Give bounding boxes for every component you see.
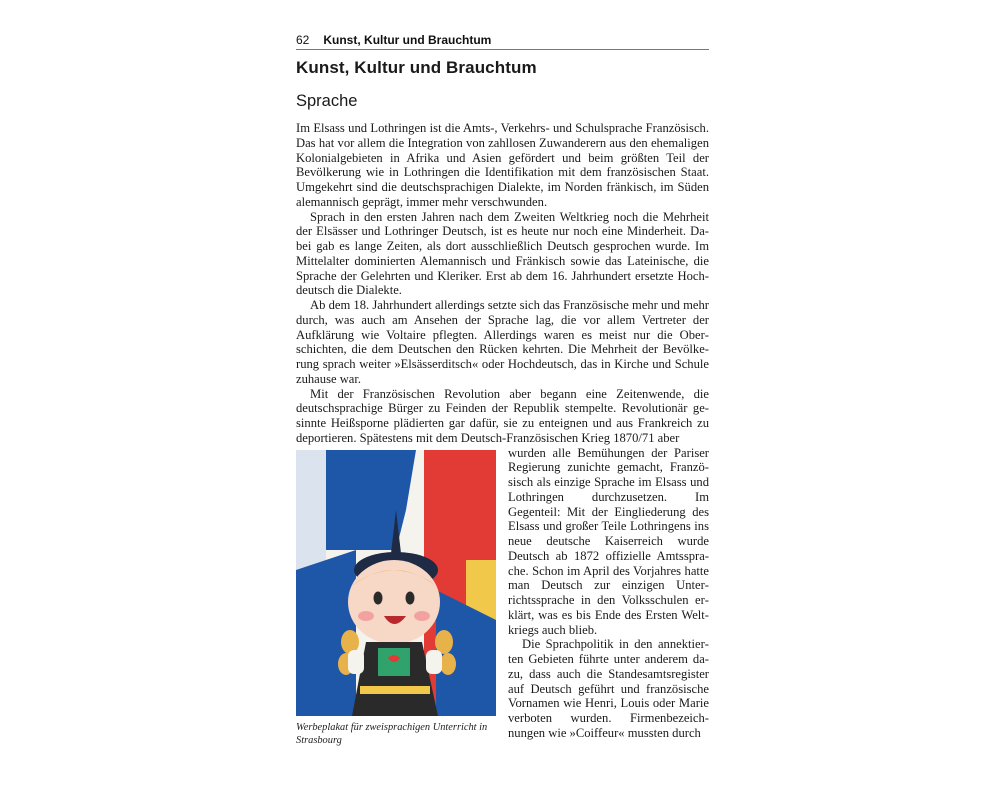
figure-caption: Werbeplakat für zweisprachigen Unterricht in Strasbourg [296,721,488,746]
figure [296,450,496,747]
running-head [296,33,709,50]
paragraph: Ab dem 18. Jahrhundert allerdings setzte sich das Französische mehr und mehr durch, was auch am Ansehen der Sprache lag, die vor allem Vertreter der Aufklärung wie Voltaire pflegten. Allerdings waren es meist nur die Oberschichten, die dem Deutschen den Rücken kehrten. Die Mehrheit der Bevölkerung sprach weiter »Elsässerditsch« oder Hochdeutsch, das in Kirche und Schule zuhause war. [296,298,709,386]
paragraph: Im Elsass und Lothringen ist die Amts-, Verkehrs- und Schulsprache Französisch. Das hat vor allem die Integration von zahllosen Zuwanderern aus den ehemaligen Kolonialgebieten in Afrika und Asien gefördert und beim größten Teil der Bevölkerung wie in Lothringen die Identifikation mit dem französischen Staat. Umgekehrt sind die deutschsprachigen Dialekte, im Norden fränkisch, im Süden alemannisch geprägt, immer mehr verschwunden. [296,121,709,209]
page-number: 62 [296,33,310,47]
book-page [296,33,709,747]
paragraph: wurden alle Bemühungen der Pariser Regierung zunichte gemacht, Französisch als einzige Sprache im Elsass und Lothringen durchzusetzen. Im Gegenteil: Mit der Eingliederung des Elsass und großer Teile Lothringens ins neue deutsche Kaiserreich wurde Deutsch ab 1872 offizielle Amtssprache. Schon im April des Vorjahres hatte man Deutsch zur einzigen Unterrichtssprache in den Volksschulen erklärt, was es bis Ende des Ersten Weltkriegs auch blieb. [508,445,709,637]
section-title: Sprache [296,92,358,110]
chapter-title: Kunst, Kultur und Brauchtum [296,58,537,77]
paragraph: Mit der Französischen Revolution aber begann eine Zeitenwende, die deutschsprachige Bürger zu Feinden der Republik stempelte. Revolutionär gesinnte Heißsporne plädierten gar dafür, sie zu enteignen und aus Frankreich zu deportieren. Spätestens mit dem Deutsch-Französischen Krieg 1870/71 aber [296,386,709,445]
paragraph: Sprach in den ersten Jahren nach dem Zweiten Weltkrieg noch die Mehrheit der Elsässer und Lothringer Deutsch, ist es heute nur noch eine Minderheit. Dabei gab es lange Zeiten, als dort ausschließlich Deutsch gesprochen wurde. Im Mittelalter dominierten Alemannisch und Fränkisch sowie das Lateinische, die Sprache der Gelehrten und Kleriker. Erst ab dem 16. Jahrhundert ersetzte Hochdeutsch die Dialekte. [296,209,709,298]
body-text [296,121,709,746]
figure-wrap [296,445,709,746]
running-head-title: Kunst, Kultur und Brauchtum [323,33,492,47]
child-mascot-illustration [296,450,496,716]
paragraph: Die Sprachpolitik in den annektierten Gebieten führte unter anderem dazu, dass auch die Standesamtsregister auf Deutsch geführt und französische Vornamen wie Henri, Louis oder Marie verboten wurden. Firmenbezeichnungen wie »Coiffeur« mussten durch [508,637,709,740]
